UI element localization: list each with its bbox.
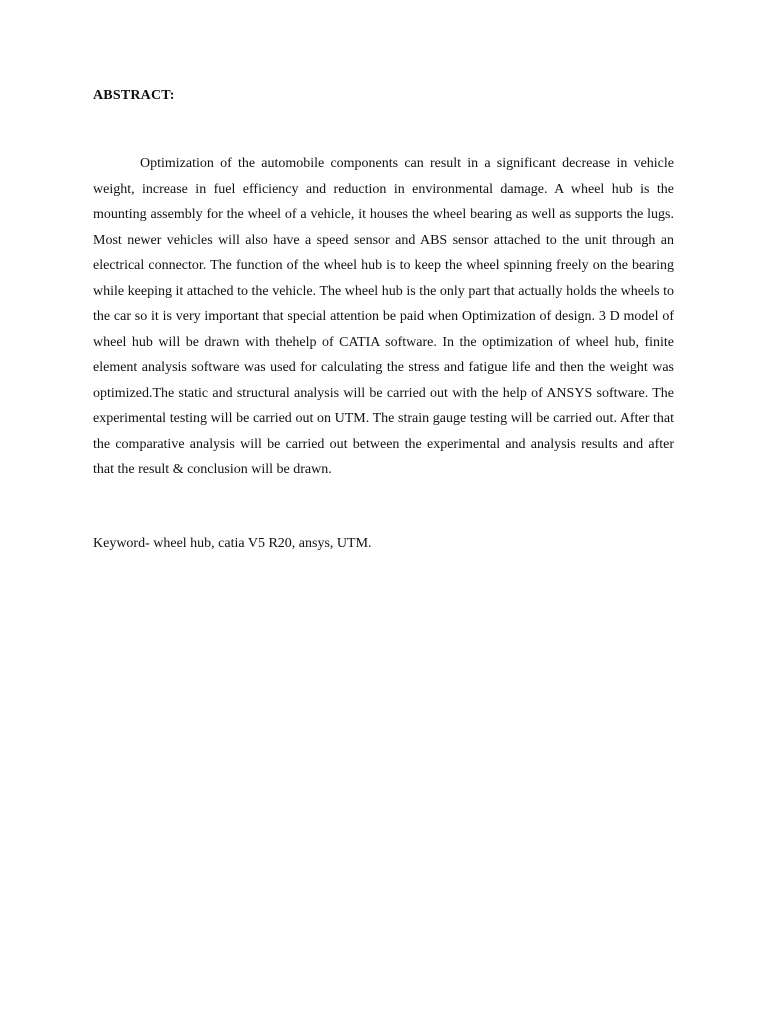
- keywords-line: Keyword- wheel hub, catia V5 R20, ansys, UTM.: [93, 536, 372, 551]
- abstract-paragraph: Optimization of the automobile components can result in a significant decrease in vehicle weight, increase in fuel efficiency and reduction in environmental damage. A wheel hub is the mounting assembly for the wheel of a vehicle, it houses the wheel bearing as well as supports the lugs. Most newer vehicles will also have a speed sensor and ABS sensor attached to the unit through an electrical connector. The function of the wheel hub is to keep the wheel spinning freely on the bearing while keeping it attached to the vehicle. The wheel hub is the only part that actually holds the wheels to the car so it is very important that special attention be paid when Optimization of design. 3 D model of wheel hub will be drawn with thehelp of CATIA software. In the optimization of wheel hub, finite element analysis software was used for calculating the stress and fatigue life and then the weight was optimized.The static and structural analysis will be carried out with the help of ANSYS software. The experimental testing will be carried out on UTM. The strain gauge testing will be carried out. After that the comparative analysis will be carried out between the experimental and analysis results and after that the result & conclusion will be drawn.: [93, 156, 674, 477]
- abstract-heading: ABSTRACT:: [93, 88, 175, 103]
